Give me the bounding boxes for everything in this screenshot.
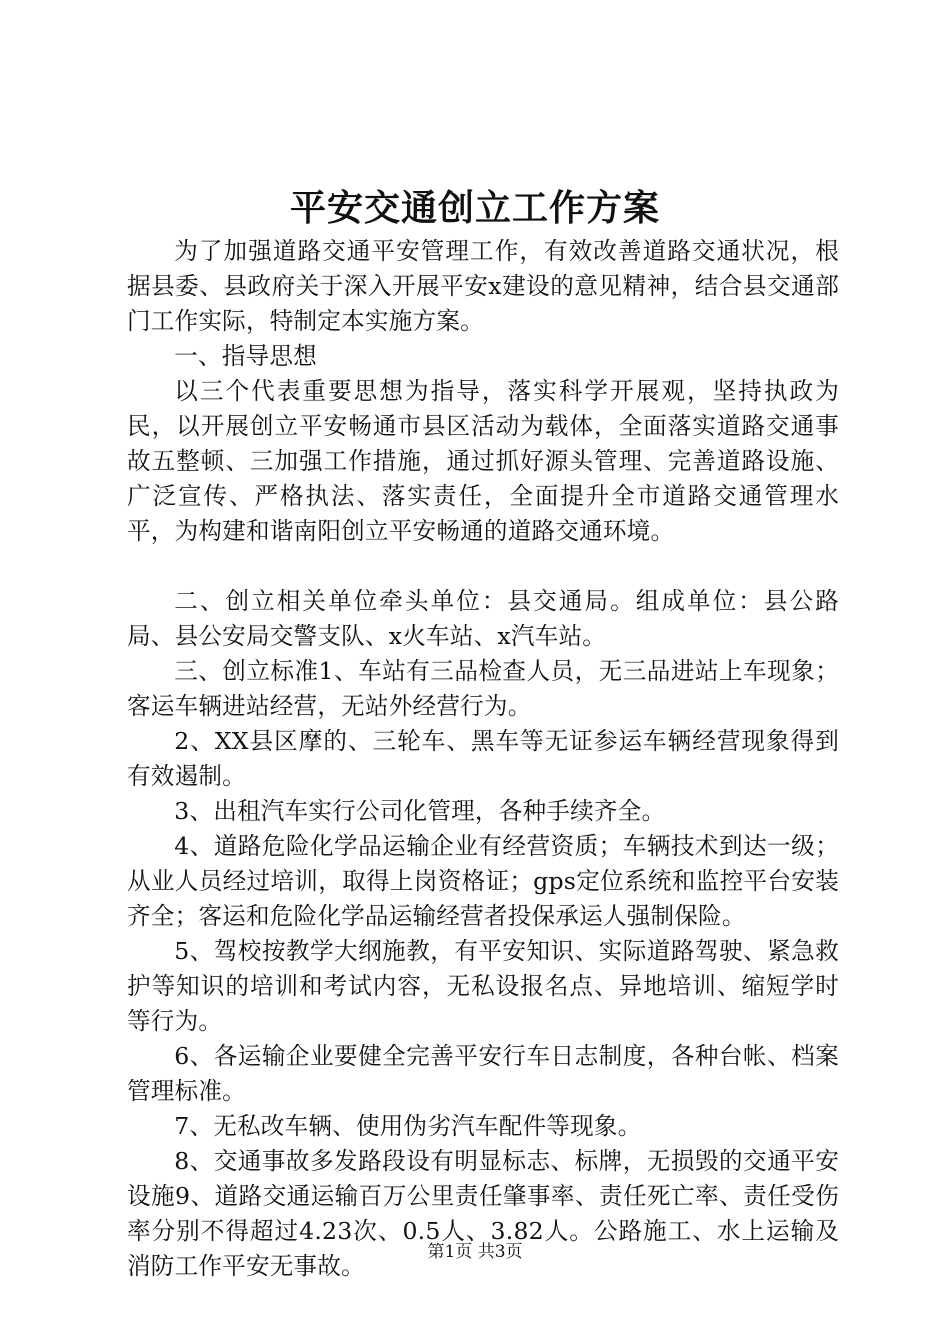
paragraph-standard-8-9: 8、交通事故多发路段设有明显标志、标牌，无损毁的交通平安设施9、道路交通运输百万公里责任肇事率、责任死亡率、责任受伤率分别不得超过4.23次、0.5人、3.82人。公路施工、水上运输及消防工作平安无事故。 (127, 1147, 839, 1280)
paragraph-guiding-thought: 以三个代表重要思想为指导，落实科学开展观，坚持执政为民，以开展创立平安畅通市县区活动为载体，全面落实道路交通事故五整顿、三加强工作措施，通过抓好源头管理、完善道路设施、广泛宣传、严格执法、落实责任，全面提升全市道路交通管理水平，为构建和谐南阳创立平安畅通的道路交通环境。 (127, 377, 839, 545)
paragraph-units: 二、创立相关单位牵头单位：县交通局。组成单位：县公路局、县公安局交警支队、x火车站、x汽车站。 (127, 587, 839, 650)
paragraph-standard-2: 2、XX县区摩的、三轮车、黑车等无证参运车辆经营现象得到有效遏制。 (127, 727, 839, 790)
document-body (127, 234, 839, 1284)
paragraph-standard-4: 4、道路危险化学品运输企业有经营资质；车辆技术到达一级；从业人员经过培训，取得上岗资格证；gps定位系统和监控平台安装齐全；客运和危险化学品运输经营者投保承运人强制保险。 (127, 832, 839, 930)
paragraph-standard-3: 3、出租汽车实行公司化管理，各种手续齐全。 (174, 797, 666, 825)
page-number-footer: 第1页 共3页 (427, 1242, 523, 1262)
paragraph-standard-7: 7、无私改车辆、使用伪劣汽车配件等现象。 (174, 1112, 642, 1140)
document-title: 平安交通创立工作方案 (289, 187, 660, 229)
paragraph-standard-5: 5、驾校按教学大纲施教，有平安知识、实际道路驾驶、紧急救护等知识的培训和考试内容，无私设报名点、异地培训、缩短学时等行为。 (127, 937, 839, 1035)
paragraph-intro: 为了加强道路交通平安管理工作，有效改善道路交通状况，根据县委、县政府关于深入开展平安x建设的意见精神，结合县交通部门工作实际，特制定本实施方案。 (127, 237, 839, 335)
paragraph-standard-6: 6、各运输企业要健全完善平安行车日志制度，各种台帐、档案管理标准。 (127, 1042, 839, 1105)
section-heading-guiding-thought: 一、指导思想 (174, 342, 317, 370)
paragraph-spacer (127, 549, 839, 584)
paragraph-standard-1: 三、创立标准1、车站有三品检查人员，无三品进站上车现象；客运车辆进站经营，无站外经营行为。 (127, 657, 839, 720)
